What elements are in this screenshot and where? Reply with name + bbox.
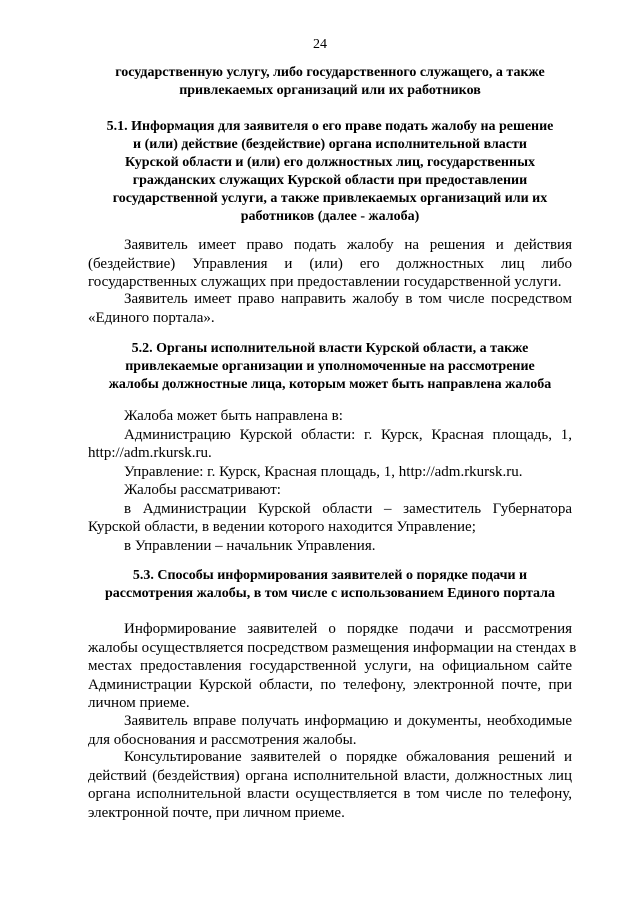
heading-line: 5.3. Способы информирования заявителей о порядке подачи и xyxy=(132,568,528,583)
section-5-1-paragraph-1 xyxy=(88,236,572,292)
text-line: Управление: г. Курск, Красная площадь, 1, http://adm.rkursk.ru. xyxy=(124,463,523,480)
text-line: Заявитель вправе получать информацию и документы, необходимые xyxy=(124,713,572,729)
heading-line: Курской области и (или) его должностных лиц, государственных xyxy=(124,155,535,170)
text-line: электронной почте, при личном приеме. xyxy=(88,804,345,821)
heading-line: жалобы должностные лица, которым может быть направлена жалоба xyxy=(108,377,552,392)
section-5-1-paragraph-2 xyxy=(88,290,572,327)
heading-line: гражданских служащих Курской области при предоставлении xyxy=(132,173,528,188)
text-line: http://adm.rkursk.ru. xyxy=(88,445,212,461)
text-line: Заявитель имеет право направить жалобу в том числе посредством xyxy=(124,291,572,307)
section-5-3-paragraph-1 xyxy=(88,620,577,713)
text-line: Информирование заявителей о порядке подачи и рассмотрения xyxy=(124,621,572,637)
text-line: в Администрации Курской области – заместитель Губернатора xyxy=(124,500,572,517)
text-line: (бездействие) Управления и (или) его должностных лиц либо xyxy=(88,255,572,272)
heading-line: 5.2. Органы исполнительной власти Курской области, а также xyxy=(131,341,529,356)
text-line: Консультирование заявителей о порядке обжалования решений и xyxy=(124,749,572,765)
text-line: Заявитель имеет право подать жалобу на решения и действия xyxy=(124,237,572,253)
text-line: Жалоба может быть направлена в: xyxy=(124,408,343,424)
text-line: органа исполнительной власти осуществляется в том числе по телефону, xyxy=(88,786,572,802)
text-line: личном приеме. xyxy=(88,695,190,711)
text-line: Администрацию Курской области: г. Курск, Красная площадь, 1, xyxy=(124,426,572,443)
heading-line: работников (далее - жалоба) xyxy=(240,209,420,224)
heading-line: государственной услуги, а также привлекаемых организаций или их xyxy=(112,191,548,206)
text-line: для обоснования и рассмотрения жалобы. xyxy=(88,731,357,748)
text-line: Администрации Курской области, по телефону, электронной почте, при xyxy=(88,676,572,693)
section-5-1-heading xyxy=(88,118,572,226)
heading-line: и (или) действие (бездействие) органа исполнительной власти xyxy=(133,137,527,152)
section-5-3-heading xyxy=(88,567,572,603)
text-line: «Единого портала». xyxy=(88,309,215,326)
section-5-3-paragraph-3 xyxy=(88,748,572,822)
text-line: в Управлении – начальник Управления. xyxy=(124,537,376,554)
page-number: 24 xyxy=(313,37,327,52)
heading-line: привлекаемых организаций или их работников xyxy=(179,83,481,98)
section-5-2-body xyxy=(88,407,572,555)
text-line: Курской области, в ведении которого находится Управление; xyxy=(88,519,476,535)
text-line: жалобы осуществляется посредством размещения информации на стендах в xyxy=(88,639,577,656)
heading-line: рассмотрения жалобы, в том числе с использованием Единого портала xyxy=(105,586,555,601)
heading-line: привлекаемые организации и уполномоченные на рассмотрение xyxy=(125,359,535,374)
section-5-2-heading xyxy=(88,340,572,394)
text-line: Жалобы рассматривают: xyxy=(124,482,281,498)
section-5-3-paragraph-2 xyxy=(88,712,572,749)
heading-line: государственную услугу, либо государственного служащего, а также xyxy=(115,65,545,80)
heading-line: 5.1. Информация для заявителя о его праве подать жалобу на решение xyxy=(106,119,554,134)
top-heading xyxy=(88,64,572,100)
text-line: государственных служащих при предоставлении государственной услуги. xyxy=(88,274,562,290)
text-line: местах предоставления государственной услуги, на официальном сайте xyxy=(88,658,572,674)
text-line: действий (бездействия) органа исполнительной власти, должностных лиц xyxy=(88,767,572,784)
